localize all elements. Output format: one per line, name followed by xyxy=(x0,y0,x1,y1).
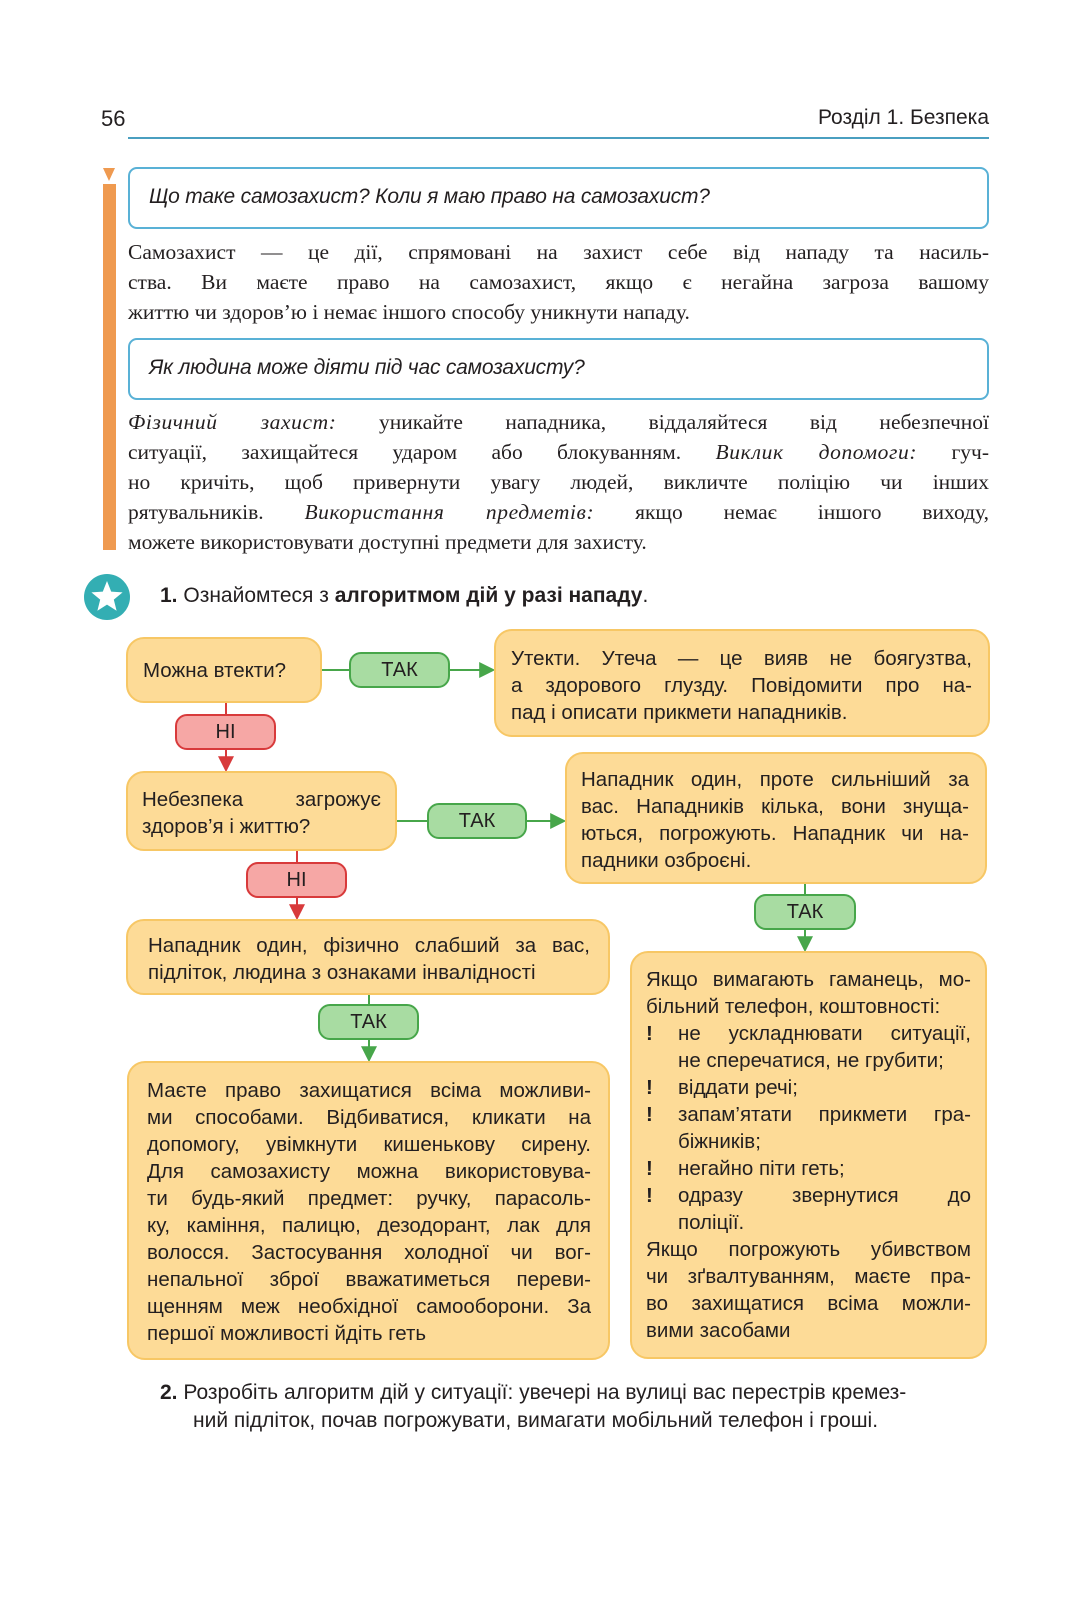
pill-yes-q2: ТАК xyxy=(427,803,527,839)
answer-2-text: ситуації, захищайтеся ударом або блокуванням. xyxy=(128,440,716,464)
node-can-escape xyxy=(126,637,322,703)
robbery-outro xyxy=(646,1236,971,1344)
node-weak-attacker xyxy=(126,919,610,995)
node-text-line: непальної зброї вважатиметься переви- xyxy=(147,1268,591,1291)
node-robbery-advice xyxy=(630,951,987,1359)
robbery-bullet xyxy=(646,1074,971,1101)
node-self-defense-rights xyxy=(127,1061,610,1360)
pill-yes-q3: ТАК xyxy=(318,1004,419,1040)
node-text-line: падники озброєні. xyxy=(581,849,752,872)
node-text-line: більний телефон, коштовності: xyxy=(646,995,941,1018)
exclamation-icon: ! xyxy=(646,1157,653,1180)
node-text-line: поліції. xyxy=(678,1211,745,1234)
question-1-text: Що таке самозахист? Коли я маю право на самозахист? xyxy=(149,185,710,208)
node-text-line: Небезпека загрожує xyxy=(142,788,381,811)
section-title: Розділ 1. Безпека xyxy=(817,106,989,129)
exclamation-icon: ! xyxy=(646,1184,653,1207)
task-1-prefix: Ознайомтеся з xyxy=(183,584,335,607)
node-text-line: негайно піти геть; xyxy=(678,1157,845,1180)
node-text-line: а здорового глузду. Повідомити про на- xyxy=(511,674,972,697)
node-text-line: одразу звернутися до xyxy=(678,1184,971,1207)
exclamation-icon: ! xyxy=(646,1022,653,1045)
node-can-escape-text: Можна втекти? xyxy=(143,659,287,682)
node-text-line: ми способами. Відбиватися, кликати на xyxy=(147,1106,591,1129)
answer-1-line: життю чи здоров’ю і немає іншого способу уникнути нападу. xyxy=(128,300,690,324)
question-2-text: Як людина може діяти під час самозахисту? xyxy=(149,356,585,379)
task-2 xyxy=(160,1379,906,1435)
answer-2-line: но кричіть, щоб привернути увагу людей, викличте поліцію чи інших xyxy=(128,470,989,494)
node-text-line: допомогу, увімкнути кишенькову сирену. xyxy=(147,1133,591,1156)
term-use-objects: Використання предметів: xyxy=(304,500,595,524)
node-text-line: біжників; xyxy=(678,1130,761,1153)
exclamation-icon: ! xyxy=(646,1076,653,1099)
answer-1-line: ства. Ви маєте право на самозахист, якщо є негайна загроза вашому xyxy=(128,270,989,294)
node-text-line: запам’ятати прикмети гра- xyxy=(678,1103,971,1126)
robbery-bullet xyxy=(646,1020,971,1074)
robbery-intro xyxy=(646,966,971,1020)
node-text-line: віддати речі; xyxy=(678,1076,798,1099)
node-text-line: підліток, людина з ознаками інвалідності xyxy=(148,961,536,984)
node-text-line: Нападник один, проте сильніший за xyxy=(581,768,969,791)
pill-no-q2: НІ xyxy=(246,862,347,898)
node-text-line: першої можливості йдіть геть xyxy=(147,1322,427,1345)
answer-2-line: можете використовувати доступні предмети для захисту. xyxy=(128,530,647,554)
node-text-line: здоров’я і життю? xyxy=(142,815,311,838)
node-danger-question xyxy=(126,771,397,851)
answer-2-text: якщо немає іншого виходу, xyxy=(594,500,990,524)
node-escape-advice xyxy=(494,629,990,737)
page-number: 56 xyxy=(101,106,126,131)
node-text-line: Якщо вимагають гаманець, мо- xyxy=(646,968,971,991)
task-2-line: ний підліток, почав погрожувати, вимагати мобільний телефон і гроші. xyxy=(193,1409,879,1432)
task-2-line: Розробіть алгоритм дій у ситуації: увечері на вулиці вас перестрів кремез- xyxy=(183,1381,907,1404)
robbery-bullet xyxy=(646,1182,971,1236)
robbery-bullet xyxy=(646,1101,971,1155)
answer-2-text: гуч- xyxy=(917,440,989,464)
pill-yes-q1: ТАК xyxy=(349,652,450,688)
task-1-suffix: . xyxy=(642,584,649,607)
node-text-line: во захищатися всіма можли- xyxy=(646,1292,971,1315)
task-2-number: 2. xyxy=(160,1381,178,1404)
node-text-line: ти будь-який предмет: ручку, парасоль- xyxy=(147,1187,591,1210)
term-physical-defense: Фізичний захист: xyxy=(128,410,337,434)
pill-no-q1: НІ xyxy=(175,714,276,750)
answer-2-text: уникайте нападника, віддаляйтеся від небезпечної xyxy=(336,410,989,434)
node-text-line: щенням меж необхідної самооборони. За xyxy=(147,1295,591,1318)
answer-2-text: рятувальників. xyxy=(128,500,305,524)
node-strong-attacker xyxy=(565,752,987,884)
node-text-line: чи зґвалтуванням, маєте пра- xyxy=(646,1265,971,1288)
answer-1-line: Самозахист — це дії, спрямовані на захист себе від нападу та насиль- xyxy=(128,240,989,264)
exclamation-icon: ! xyxy=(646,1103,653,1126)
node-text-line: пад і описати прикмети нападників. xyxy=(511,701,848,724)
task-1-bold: алгоритмом дій у разі нападу xyxy=(334,584,643,607)
node-text-line: ку, каміння, палицю, дезодорант, лак для xyxy=(147,1214,591,1237)
pill-yes-threat: ТАК xyxy=(754,894,856,930)
node-text-line: Якщо погрожують убивством xyxy=(646,1238,971,1261)
node-text-line: волосся. Застосування холодної чи вог- xyxy=(147,1241,591,1264)
robbery-bullet xyxy=(646,1155,971,1182)
node-text-line: Для самозахисту можна використовува- xyxy=(147,1160,591,1183)
node-text-line: Нападник один, фізично слабший за вас, xyxy=(148,934,590,957)
node-text-line: Маєте право захищатися всіма можливи- xyxy=(147,1079,591,1102)
node-text-line: не сперечатися, не грубити; xyxy=(678,1049,944,1072)
node-text-line: не ускладнювати ситуації, xyxy=(678,1022,971,1045)
task-1-number: 1. xyxy=(160,584,178,607)
node-text-line: ються, погрожують. Нападник чи на- xyxy=(581,822,969,845)
node-text-line: вас. Нападників кілька, вони знуща- xyxy=(581,795,969,818)
node-text-line: вими засобами xyxy=(646,1319,791,1342)
node-text-line: Утекти. Утеча — це вияв не боягузтва, xyxy=(511,647,972,670)
term-call-help: Виклик допомоги: xyxy=(715,440,918,464)
